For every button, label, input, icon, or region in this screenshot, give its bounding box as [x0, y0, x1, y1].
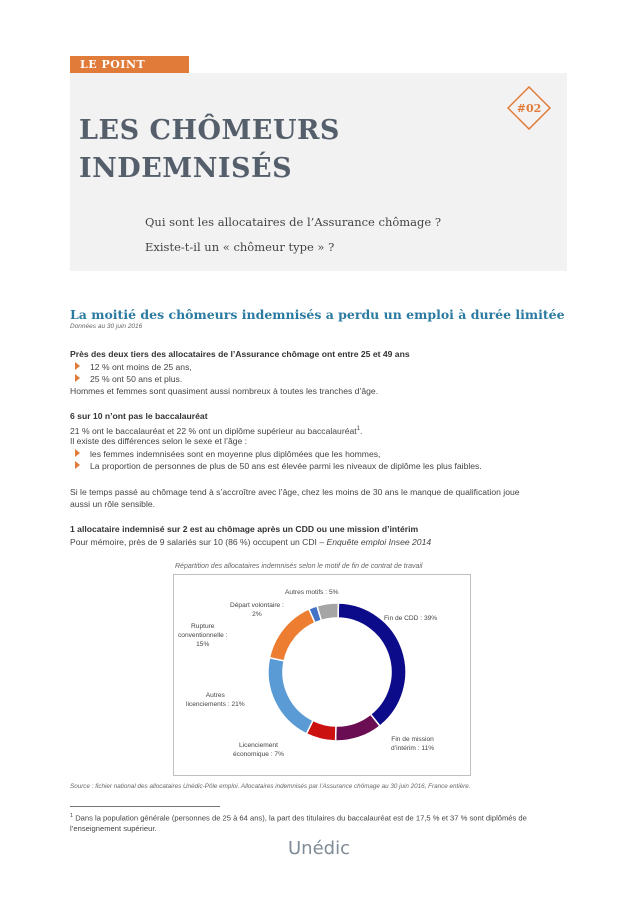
label-cdd: Fin de CDD : 39% — [384, 615, 438, 622]
footnote-divider — [70, 806, 220, 807]
cdd-title: 1 allocataire indemnisé sur 2 est au chômage après un CDD ou une mission d’intérim — [70, 524, 419, 534]
time-text-2: aussi un rôle sensible. — [70, 499, 156, 509]
list-item: les femmes indemnisées sont en moyenne plus diplômées que les hommes, — [90, 448, 380, 460]
section-tag: LE POINT — [70, 56, 189, 74]
bullet-arrow-icon — [75, 374, 80, 382]
issue-badge — [507, 86, 551, 130]
label-autres-motifs: Autres motifs : 5% — [285, 589, 339, 596]
date-note: Données au 30 juin 2016 — [70, 323, 143, 330]
donut-slice-1 — [336, 714, 380, 741]
label-autres-licenciements: Autres licenciements : 21% — [186, 692, 245, 708]
chart-title: Répartition des allocataires indemnisés selon le motif de fin de contrat de travail — [175, 563, 423, 570]
source-note: Source : fichier national des allocataires Unédic-Pôle emploi. Allocataires indemnisés par l’Assurance chômage au 30 juin 2016, France entière. — [70, 783, 471, 790]
label-rupture: Rupture conventionnelle : 15% — [178, 623, 228, 648]
bac-title: 6 sur 10 n’ont pas le baccalauréat — [70, 411, 208, 421]
time-text-1: Si le temps passé au chômage tend à s’accroître avec l’âge, chez les moins de 30 ans le manque de qualification joue — [70, 487, 520, 497]
list-item: La proportion de personnes de plus de 50 ans est élevée parmi les niveaux de diplôme les plus faibles. — [90, 460, 482, 472]
chart-frame — [173, 574, 471, 776]
donut-slice-6 — [317, 603, 338, 620]
bac-text-1: 21 % ont le baccalauréat et 22 % ont un diplôme supérieur au baccalauréat$^1$. — [70, 425, 363, 436]
donut-slice-3 — [268, 658, 313, 734]
age-title: Près des deux tiers des allocataires de l’Assurance chômage ont entre 25 et 49 ans — [70, 349, 410, 359]
cdd-text: Pour mémoire, près de 9 salariés sur 10 (86 %) occupent un CDI – Enquête emploi Insee 2014 — [70, 537, 432, 547]
subtitle-line-2: Existe-t-il un « chômeur type » ? — [145, 240, 335, 254]
bac-text-2: Il existe des différences selon le sexe et l’âge : — [70, 436, 248, 446]
subtitle-line-1: Qui sont les allocataires de l’Assurance chômage ? — [145, 215, 442, 229]
section-heading: La moitié des chômeurs indemnisés a perdu un emploi à durée limitée — [70, 307, 565, 322]
issue-number: #02 — [516, 102, 542, 115]
bullet-arrow-icon — [75, 449, 80, 457]
page-title — [79, 112, 340, 188]
bullet-arrow-icon — [75, 461, 80, 469]
list-item: 12 % ont moins de 25 ans, — [90, 361, 192, 373]
label-licenciement-eco: Licenciement économique : 7% — [233, 742, 284, 758]
footnote-line-1: $^1$ Dans la population générale (personnes de 25 à 64 ans), la part des titulaires du baccalauréat est de 17,5 % et 37 % sont diplômés de — [70, 813, 527, 823]
label-depart: Départ volontaire : 2% — [230, 602, 284, 618]
bullet-arrow-icon — [75, 362, 80, 370]
footnote-line-2: l’enseignement supérieur. — [70, 824, 157, 833]
title-line-2: INDEMNISÉS — [79, 153, 293, 184]
list-item: 25 % ont 50 ans et plus. — [90, 373, 182, 385]
unedic-logo: Unédic — [288, 838, 350, 859]
cdd-source: Enquête emploi Insee 2014 — [326, 537, 432, 547]
label-interim: Fin de mission d’intérim : 11% — [391, 736, 435, 752]
footnote-ref: 1 — [356, 426, 360, 432]
title-line-1: LES CHÔMEURS — [79, 115, 340, 146]
age-text: Hommes et femmes sont quasiment aussi nombreux à toutes les tranches d’âge. — [70, 386, 379, 396]
